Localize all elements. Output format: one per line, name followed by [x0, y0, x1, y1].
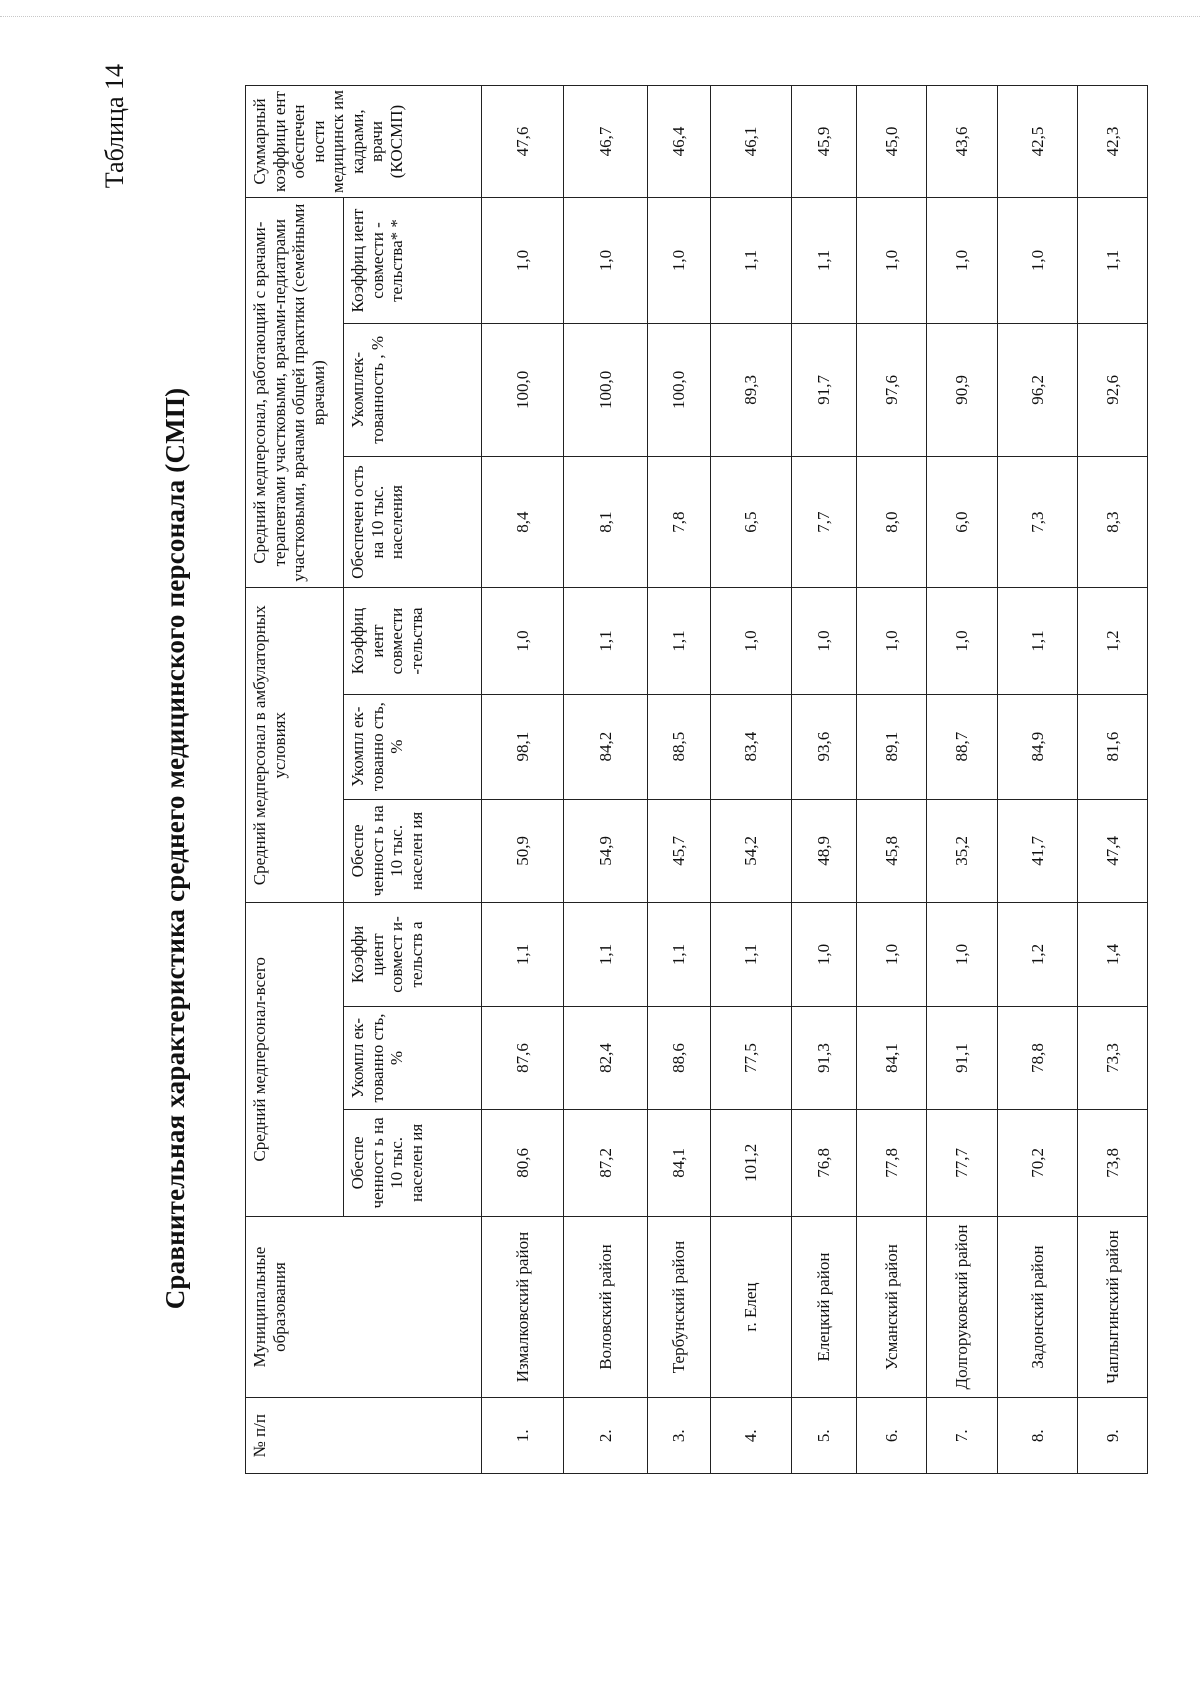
value-cell: 54,9	[564, 799, 648, 903]
value-cell: 80,6	[482, 1110, 564, 1216]
value-cell: 100,0	[482, 323, 564, 456]
value-cell: 1,0	[856, 588, 926, 694]
value-cell: 1,1	[792, 198, 857, 324]
value-cell: 1,0	[482, 198, 564, 324]
header-kosmp: Суммарный коэффици ент обеспечен ности медицинск им кадрами, врачи (КОСМП)	[246, 86, 482, 198]
value-cell: 41,7	[998, 799, 1078, 903]
table-body	[482, 86, 1148, 1474]
row-number: 3.	[647, 1398, 710, 1474]
value-cell: 7,3	[998, 456, 1078, 588]
value-cell: 87,2	[564, 1110, 648, 1216]
table-row	[926, 86, 997, 1474]
comparison-table	[245, 85, 1148, 1474]
value-cell: 8,3	[1077, 456, 1147, 588]
header-number: № п/п	[246, 1398, 482, 1474]
value-cell: 1,2	[998, 903, 1078, 1007]
subheader-total-staffing: Укомпл ек- тованно сть, %	[344, 1006, 482, 1110]
value-cell: 70,2	[998, 1110, 1078, 1216]
municipality-name: г. Елец	[711, 1216, 792, 1398]
value-cell: 46,4	[647, 86, 710, 198]
value-cell: 8,0	[856, 456, 926, 588]
table-row	[564, 86, 648, 1474]
subheader-district-provision: Обеспечен ость на 10 тыс. населения	[344, 456, 482, 588]
municipality-name: Воловский район	[564, 1216, 648, 1398]
value-cell: 45,7	[647, 799, 710, 903]
value-cell: 1,1	[647, 903, 710, 1007]
table-row	[1077, 86, 1147, 1474]
value-cell: 93,6	[792, 694, 857, 799]
value-cell: 89,1	[856, 694, 926, 799]
value-cell: 48,9	[792, 799, 857, 903]
municipality-name: Чаплыгинский район	[1077, 1216, 1147, 1398]
row-number: 2.	[564, 1398, 648, 1474]
value-cell: 50,9	[482, 799, 564, 903]
value-cell: 77,8	[856, 1110, 926, 1216]
value-cell: 1,1	[647, 588, 710, 694]
value-cell: 1,0	[926, 588, 997, 694]
value-cell: 89,3	[711, 323, 792, 456]
value-cell: 88,7	[926, 694, 997, 799]
header-group-district: Средний медперсонал, работающий с врачами-терапевтами участковыми, врачами-педиатрами участковыми, врачами общей практики (семейными врачами)	[246, 198, 344, 588]
value-cell: 1,1	[1077, 198, 1147, 324]
value-cell: 91,1	[926, 1006, 997, 1110]
table-number-label: Таблица 14	[100, 64, 129, 189]
table-row	[998, 86, 1078, 1474]
row-number: 7.	[926, 1398, 997, 1474]
table-row	[482, 86, 564, 1474]
page-title: Сравнительная характеристика среднего медицинского персонала (СМП)	[160, 387, 190, 1310]
value-cell: 100,0	[564, 323, 648, 456]
value-cell: 45,9	[792, 86, 857, 198]
value-cell: 1,1	[711, 903, 792, 1007]
value-cell: 100,0	[647, 323, 710, 456]
value-cell: 96,2	[998, 323, 1078, 456]
value-cell: 1,0	[926, 903, 997, 1007]
value-cell: 46,7	[564, 86, 648, 198]
value-cell: 76,8	[792, 1110, 857, 1216]
value-cell: 1,0	[856, 903, 926, 1007]
value-cell: 47,4	[1077, 799, 1147, 903]
value-cell: 43,6	[926, 86, 997, 198]
municipality-name: Елецкий район	[792, 1216, 857, 1398]
subheader-ambulatory-staffing: Укомпл ек- тованно сть, %	[344, 694, 482, 799]
row-number: 1.	[482, 1398, 564, 1474]
value-cell: 1,1	[711, 198, 792, 324]
value-cell: 77,5	[711, 1006, 792, 1110]
value-cell: 47,6	[482, 86, 564, 198]
value-cell: 77,7	[926, 1110, 997, 1216]
value-cell: 42,3	[1077, 86, 1147, 198]
value-cell: 1,0	[792, 903, 857, 1007]
value-cell: 1,1	[998, 588, 1078, 694]
value-cell: 90,9	[926, 323, 997, 456]
value-cell: 45,8	[856, 799, 926, 903]
municipality-name: Тербунский район	[647, 1216, 710, 1398]
value-cell: 1,0	[926, 198, 997, 324]
value-cell: 1,0	[856, 198, 926, 324]
value-cell: 1,2	[1077, 588, 1147, 694]
value-cell: 81,6	[1077, 694, 1147, 799]
table-row	[856, 86, 926, 1474]
value-cell: 84,1	[856, 1006, 926, 1110]
value-cell: 92,6	[1077, 323, 1147, 456]
value-cell: 82,4	[564, 1006, 648, 1110]
value-cell: 73,8	[1077, 1110, 1147, 1216]
value-cell: 8,1	[564, 456, 648, 588]
value-cell: 83,4	[711, 694, 792, 799]
table-row	[792, 86, 857, 1474]
value-cell: 35,2	[926, 799, 997, 903]
subheader-ambulatory-coefficient: Коэффиц иент совмести -тельства	[344, 588, 482, 694]
value-cell: 87,6	[482, 1006, 564, 1110]
municipality-name: Усманский район	[856, 1216, 926, 1398]
value-cell: 1,0	[998, 198, 1078, 324]
value-cell: 6,5	[711, 456, 792, 588]
subheader-district-staffing: Укомплек- тованность , %	[344, 323, 482, 456]
row-number: 5.	[792, 1398, 857, 1474]
value-cell: 98,1	[482, 694, 564, 799]
value-cell: 1,0	[711, 588, 792, 694]
value-cell: 91,3	[792, 1006, 857, 1110]
value-cell: 1,1	[564, 903, 648, 1007]
table-row	[647, 86, 710, 1474]
value-cell: 1,4	[1077, 903, 1147, 1007]
value-cell: 73,3	[1077, 1006, 1147, 1110]
value-cell: 8,4	[482, 456, 564, 588]
value-cell: 54,2	[711, 799, 792, 903]
value-cell: 97,6	[856, 323, 926, 456]
row-number: 9.	[1077, 1398, 1147, 1474]
value-cell: 1,0	[647, 198, 710, 324]
value-cell: 88,6	[647, 1006, 710, 1110]
subheader-total-coefficient: Коэффи циент совмест и- тельств а	[344, 903, 482, 1007]
subheader-total-provision: Обеспе ченност ь на 10 тыс. населен ия	[344, 1110, 482, 1216]
value-cell: 1,0	[482, 588, 564, 694]
subheader-ambulatory-provision: Обеспе ченност ь на 10 тыс. населен ия	[344, 799, 482, 903]
municipality-name: Задонский район	[998, 1216, 1078, 1398]
value-cell: 42,5	[998, 86, 1078, 198]
municipality-name: Измалковский район	[482, 1216, 564, 1398]
value-cell: 88,5	[647, 694, 710, 799]
value-cell: 7,8	[647, 456, 710, 588]
value-cell: 91,7	[792, 323, 857, 456]
value-cell: 101,2	[711, 1110, 792, 1216]
row-number: 8.	[998, 1398, 1078, 1474]
row-number: 4.	[711, 1398, 792, 1474]
value-cell: 46,1	[711, 86, 792, 198]
value-cell: 1,1	[482, 903, 564, 1007]
subheader-district-coefficient: Коэффиц иент совмести - тельства* *	[344, 198, 482, 324]
value-cell: 1,1	[564, 588, 648, 694]
value-cell: 84,2	[564, 694, 648, 799]
value-cell: 7,7	[792, 456, 857, 588]
header-group-ambulatory: Средний медперсонал в амбулаторных условиях	[246, 588, 344, 903]
header-group-total: Средний медперсонал-всего	[246, 903, 344, 1216]
table-row	[711, 86, 792, 1474]
value-cell: 45,0	[856, 86, 926, 198]
header-municipality: Муниципальные образования	[246, 1216, 482, 1398]
row-number: 6.	[856, 1398, 926, 1474]
value-cell: 1,0	[792, 588, 857, 694]
value-cell: 78,8	[998, 1006, 1078, 1110]
municipality-name: Долгоруковский район	[926, 1216, 997, 1398]
value-cell: 84,1	[647, 1110, 710, 1216]
value-cell: 84,9	[998, 694, 1078, 799]
value-cell: 6,0	[926, 456, 997, 588]
value-cell: 1,0	[564, 198, 648, 324]
